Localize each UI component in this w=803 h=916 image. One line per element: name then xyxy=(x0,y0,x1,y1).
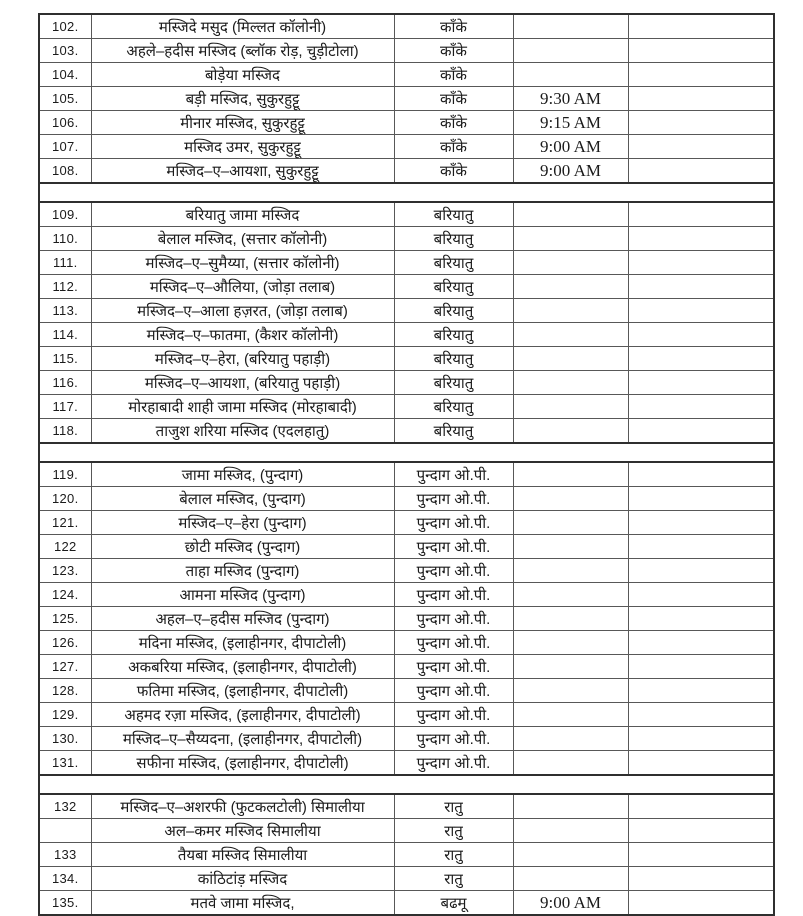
table-row xyxy=(39,87,774,111)
serial-number-cell: 134. xyxy=(39,867,91,891)
table-row xyxy=(39,63,774,87)
time-cell xyxy=(513,487,628,511)
serial-number-cell: 125. xyxy=(39,607,91,631)
time-cell xyxy=(513,655,628,679)
table-row xyxy=(39,794,774,819)
police-station-cell: पुन्दाग ओ.पी. xyxy=(394,559,513,583)
remarks-cell xyxy=(628,891,774,916)
time-cell xyxy=(513,299,628,323)
remarks-cell xyxy=(628,299,774,323)
table-row xyxy=(39,891,774,916)
mosque-name-cell: बरियातु जामा मस्जिद xyxy=(91,202,394,227)
mosque-name-cell: मतवे जामा मस्जिद, xyxy=(91,891,394,916)
time-cell xyxy=(513,511,628,535)
time-cell xyxy=(513,867,628,891)
police-station-cell: काँके xyxy=(394,87,513,111)
table-row xyxy=(39,371,774,395)
remarks-cell xyxy=(628,559,774,583)
table-row xyxy=(39,867,774,891)
time-cell xyxy=(513,63,628,87)
table-row xyxy=(39,487,774,511)
remarks-cell xyxy=(628,111,774,135)
mosque-name-cell: अहले–हदीस मस्जिद (ब्लॉक रोड़, चुड़ीटोला) xyxy=(91,39,394,63)
time-cell: 9:00 AM xyxy=(513,891,628,916)
remarks-cell xyxy=(628,631,774,655)
serial-number-cell: 112. xyxy=(39,275,91,299)
time-cell xyxy=(513,607,628,631)
police-station-cell: बरियातु xyxy=(394,419,513,444)
police-station-cell: रातु xyxy=(394,794,513,819)
remarks-cell xyxy=(628,135,774,159)
serial-number-cell: 113. xyxy=(39,299,91,323)
remarks-cell xyxy=(628,323,774,347)
remarks-cell xyxy=(628,751,774,776)
time-cell xyxy=(513,275,628,299)
mosque-name-cell: मस्जिद–ए–सैय्यदना, (इलाहीनगर, दीपाटोली) xyxy=(91,727,394,751)
time-cell xyxy=(513,202,628,227)
table-row xyxy=(39,727,774,751)
police-station-cell: पुन्दाग ओ.पी. xyxy=(394,703,513,727)
table-row xyxy=(39,843,774,867)
remarks-cell xyxy=(628,347,774,371)
time-cell xyxy=(513,794,628,819)
remarks-cell xyxy=(628,14,774,39)
police-station-cell: बरियातु xyxy=(394,202,513,227)
mosque-name-cell: बोड़ेया मस्जिद xyxy=(91,63,394,87)
serial-number-cell: 118. xyxy=(39,419,91,444)
table-row xyxy=(39,535,774,559)
mosque-name-cell: मस्जिद–ए–सुमैय्या, (सत्तार कॉलोनी) xyxy=(91,251,394,275)
police-station-cell: बरियातु xyxy=(394,347,513,371)
time-cell: 9:30 AM xyxy=(513,87,628,111)
police-station-cell: पुन्दाग ओ.पी. xyxy=(394,631,513,655)
serial-number-cell: 123. xyxy=(39,559,91,583)
section-separator-row xyxy=(39,775,774,794)
police-station-cell: बरियातु xyxy=(394,299,513,323)
serial-number-cell: 103. xyxy=(39,39,91,63)
remarks-cell xyxy=(628,511,774,535)
serial-number-cell: 129. xyxy=(39,703,91,727)
table-row xyxy=(39,511,774,535)
serial-number-cell: 111. xyxy=(39,251,91,275)
mosque-name-cell: तैयबा मस्जिद सिमालीया xyxy=(91,843,394,867)
police-station-cell: काँके xyxy=(394,63,513,87)
police-station-cell: पुन्दाग ओ.पी. xyxy=(394,583,513,607)
mosque-name-cell: मदिना मस्जिद, (इलाहीनगर, दीपाटोली) xyxy=(91,631,394,655)
time-cell xyxy=(513,535,628,559)
mosque-name-cell: ताजुश शरिया मस्जिद (एदलहातु) xyxy=(91,419,394,444)
mosque-name-cell: कांठिटांड़ मस्जिद xyxy=(91,867,394,891)
time-cell xyxy=(513,819,628,843)
time-cell xyxy=(513,559,628,583)
remarks-cell xyxy=(628,227,774,251)
remarks-cell xyxy=(628,419,774,444)
table-row xyxy=(39,299,774,323)
table-row xyxy=(39,583,774,607)
serial-number-cell: 120. xyxy=(39,487,91,511)
table-row xyxy=(39,323,774,347)
mosque-name-cell: मस्जिदे मसुद (मिल्लत कॉलोनी) xyxy=(91,14,394,39)
remarks-cell xyxy=(628,87,774,111)
table-row xyxy=(39,462,774,487)
remarks-cell xyxy=(628,39,774,63)
serial-number-cell: 121. xyxy=(39,511,91,535)
section-separator-row xyxy=(39,183,774,202)
mosque-name-cell: मस्जिद–ए–आयशा, सुकुरहुट्टू xyxy=(91,159,394,184)
mosque-name-cell: मस्जिद–ए–हेरा, (बरियातु पहाड़ी) xyxy=(91,347,394,371)
mosque-name-cell: अहमद रज़ा मस्जिद, (इलाहीनगर, दीपाटोली) xyxy=(91,703,394,727)
mosque-name-cell: मस्जिद–ए–फातमा, (कैशर कॉलोनी) xyxy=(91,323,394,347)
serial-number-cell: 116. xyxy=(39,371,91,395)
remarks-cell xyxy=(628,462,774,487)
time-cell xyxy=(513,419,628,444)
table-row xyxy=(39,275,774,299)
mosque-name-cell: बेलाल मस्जिद, (पुन्दाग) xyxy=(91,487,394,511)
remarks-cell xyxy=(628,535,774,559)
mosque-name-cell: अकबरिया मस्जिद, (इलाहीनगर, दीपाटोली) xyxy=(91,655,394,679)
section-separator-row xyxy=(39,443,774,462)
remarks-cell xyxy=(628,794,774,819)
police-station-cell: रातु xyxy=(394,867,513,891)
time-cell xyxy=(513,583,628,607)
mosque-name-cell: सफीना मस्जिद, (इलाहीनगर, दीपाटोली) xyxy=(91,751,394,776)
table-row xyxy=(39,679,774,703)
time-cell xyxy=(513,347,628,371)
serial-number-cell: 127. xyxy=(39,655,91,679)
police-station-cell: काँके xyxy=(394,14,513,39)
mosque-name-cell: मस्जिद उमर, सुकुरहुट्टू xyxy=(91,135,394,159)
police-station-cell: बरियातु xyxy=(394,227,513,251)
serial-number-cell: 122 xyxy=(39,535,91,559)
time-cell xyxy=(513,462,628,487)
time-cell xyxy=(513,371,628,395)
time-cell xyxy=(513,703,628,727)
serial-number-cell: 128. xyxy=(39,679,91,703)
police-station-cell: काँके xyxy=(394,39,513,63)
police-station-cell: पुन्दाग ओ.पी. xyxy=(394,727,513,751)
time-cell: 9:00 AM xyxy=(513,135,628,159)
mosque-name-cell: आमना मस्जिद (पुन्दाग) xyxy=(91,583,394,607)
police-station-cell: काँके xyxy=(394,159,513,184)
time-cell xyxy=(513,843,628,867)
time-cell xyxy=(513,631,628,655)
table-row xyxy=(39,14,774,39)
time-cell xyxy=(513,14,628,39)
table-row xyxy=(39,347,774,371)
time-cell xyxy=(513,727,628,751)
mosque-name-cell: बेलाल मस्जिद, (सत्तार कॉलोनी) xyxy=(91,227,394,251)
serial-number-cell: 106. xyxy=(39,111,91,135)
mosque-name-cell: मस्जिद–ए–आयशा, (बरियातु पहाड़ी) xyxy=(91,371,394,395)
table-row xyxy=(39,227,774,251)
remarks-cell xyxy=(628,607,774,631)
mosque-name-cell: मीनार मस्जिद, सुकुरहुट्टू xyxy=(91,111,394,135)
serial-number-cell: 104. xyxy=(39,63,91,87)
serial-number-cell: 108. xyxy=(39,159,91,184)
table-row xyxy=(39,39,774,63)
serial-number-cell: 109. xyxy=(39,202,91,227)
remarks-cell xyxy=(628,703,774,727)
section-separator-cell xyxy=(39,183,774,202)
remarks-cell xyxy=(628,371,774,395)
table-row xyxy=(39,395,774,419)
serial-number-cell: 133 xyxy=(39,843,91,867)
table-row xyxy=(39,135,774,159)
serial-number-cell: 131. xyxy=(39,751,91,776)
mosque-name-cell: मस्जिद–ए–हेरा (पुन्दाग) xyxy=(91,511,394,535)
remarks-cell xyxy=(628,487,774,511)
police-station-cell: रातु xyxy=(394,843,513,867)
remarks-cell xyxy=(628,819,774,843)
police-station-cell: पुन्दाग ओ.पी. xyxy=(394,751,513,776)
police-station-cell: पुन्दाग ओ.पी. xyxy=(394,655,513,679)
table-row xyxy=(39,751,774,776)
table-row xyxy=(39,703,774,727)
serial-number-cell: 124. xyxy=(39,583,91,607)
table-row xyxy=(39,819,774,843)
serial-number-cell: 132 xyxy=(39,794,91,819)
mosque-name-cell: मस्जिद–ए–आला हज़रत, (जोड़ा तलाब) xyxy=(91,299,394,323)
serial-number-cell: 119. xyxy=(39,462,91,487)
section-separator-cell xyxy=(39,443,774,462)
mosque-name-cell: मस्जिद–ए–अशरफी (फुटकलटोली) सिमालीया xyxy=(91,794,394,819)
police-station-cell: पुन्दाग ओ.पी. xyxy=(394,462,513,487)
police-station-cell: बरियातु xyxy=(394,275,513,299)
police-station-cell: बरियातु xyxy=(394,323,513,347)
police-station-cell: काँके xyxy=(394,111,513,135)
serial-number-cell: 115. xyxy=(39,347,91,371)
police-station-cell: पुन्दाग ओ.पी. xyxy=(394,535,513,559)
remarks-cell xyxy=(628,63,774,87)
mosque-schedule-table xyxy=(38,13,775,916)
police-station-cell: बढमू xyxy=(394,891,513,916)
serial-number-cell: 102. xyxy=(39,14,91,39)
police-station-cell: पुन्दाग ओ.पी. xyxy=(394,607,513,631)
police-station-cell: बरियातु xyxy=(394,395,513,419)
table-row xyxy=(39,159,774,184)
table-row xyxy=(39,655,774,679)
mosque-name-cell: मोरहाबादी शाही जामा मस्जिद (मोरहाबादी) xyxy=(91,395,394,419)
serial-number-cell: 110. xyxy=(39,227,91,251)
mosque-name-cell: अल–कमर मस्जिद सिमालीया xyxy=(91,819,394,843)
mosque-name-cell: ताहा मस्जिद (पुन्दाग) xyxy=(91,559,394,583)
serial-number-cell xyxy=(39,819,91,843)
table-row xyxy=(39,419,774,444)
section-separator-cell xyxy=(39,775,774,794)
police-station-cell: पुन्दाग ओ.पी. xyxy=(394,679,513,703)
table-row xyxy=(39,202,774,227)
remarks-cell xyxy=(628,679,774,703)
table-row xyxy=(39,607,774,631)
time-cell xyxy=(513,39,628,63)
serial-number-cell: 117. xyxy=(39,395,91,419)
time-cell xyxy=(513,751,628,776)
serial-number-cell: 130. xyxy=(39,727,91,751)
serial-number-cell: 114. xyxy=(39,323,91,347)
mosque-table-body xyxy=(39,14,774,915)
remarks-cell xyxy=(628,727,774,751)
police-station-cell: बरियातु xyxy=(394,371,513,395)
table-row xyxy=(39,559,774,583)
remarks-cell xyxy=(628,583,774,607)
serial-number-cell: 105. xyxy=(39,87,91,111)
serial-number-cell: 135. xyxy=(39,891,91,916)
time-cell xyxy=(513,251,628,275)
time-cell xyxy=(513,323,628,347)
table-row xyxy=(39,111,774,135)
mosque-name-cell: छोटी मस्जिद (पुन्दाग) xyxy=(91,535,394,559)
police-station-cell: रातु xyxy=(394,819,513,843)
police-station-cell: पुन्दाग ओ.पी. xyxy=(394,487,513,511)
table-row xyxy=(39,631,774,655)
remarks-cell xyxy=(628,251,774,275)
mosque-name-cell: फतिमा मस्जिद, (इलाहीनगर, दीपाटोली) xyxy=(91,679,394,703)
time-cell xyxy=(513,227,628,251)
remarks-cell xyxy=(628,275,774,299)
table-row xyxy=(39,251,774,275)
remarks-cell xyxy=(628,202,774,227)
serial-number-cell: 107. xyxy=(39,135,91,159)
mosque-name-cell: मस्जिद–ए–औलिया, (जोड़ा तलाब) xyxy=(91,275,394,299)
remarks-cell xyxy=(628,655,774,679)
mosque-name-cell: अहल–ए–हदीस मस्जिद (पुन्दाग) xyxy=(91,607,394,631)
time-cell xyxy=(513,395,628,419)
police-station-cell: काँके xyxy=(394,135,513,159)
remarks-cell xyxy=(628,159,774,184)
police-station-cell: पुन्दाग ओ.पी. xyxy=(394,511,513,535)
remarks-cell xyxy=(628,843,774,867)
time-cell: 9:15 AM xyxy=(513,111,628,135)
serial-number-cell: 126. xyxy=(39,631,91,655)
police-station-cell: बरियातु xyxy=(394,251,513,275)
time-cell xyxy=(513,679,628,703)
remarks-cell xyxy=(628,395,774,419)
time-cell: 9:00 AM xyxy=(513,159,628,184)
mosque-name-cell: जामा मस्जिद, (पुन्दाग) xyxy=(91,462,394,487)
mosque-name-cell: बड़ी मस्जिद, सुकुरहुट्टू xyxy=(91,87,394,111)
remarks-cell xyxy=(628,867,774,891)
